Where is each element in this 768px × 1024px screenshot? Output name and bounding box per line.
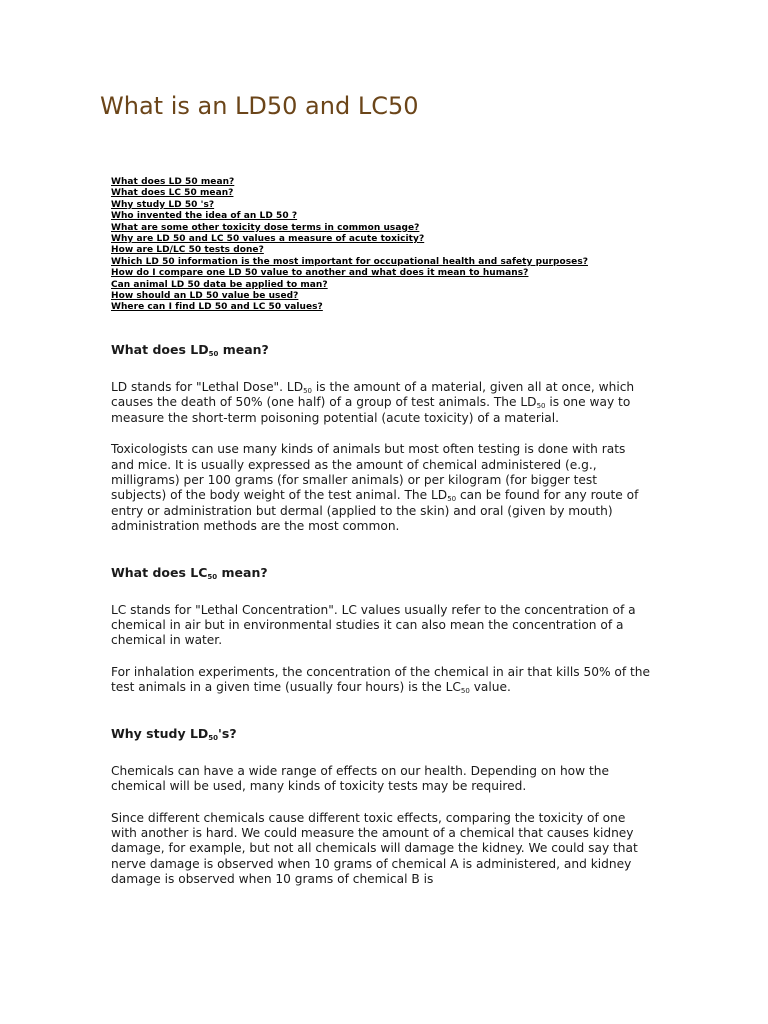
toc-item bbox=[111, 173, 588, 187]
article-body bbox=[111, 338, 651, 888]
paragraph: Toxicologists can use many kinds of animals but most often testing is done with rats and mice. It is usually expressed as the amount of chemical administered (e.g., milligrams) per 100 grams (for smaller animals) or per kilogram (for bigger test subjects) of the body weight of the test animal. The $LD_{50}$ can be found for any route of entry or administration but dermal (applied to the skin) and oral (given by mouth) administration methods are the most common. bbox=[111, 442, 639, 534]
toc-item bbox=[111, 253, 588, 267]
toc-link-applied-to-man[interactable]: Can animal LD 50 data be applied to man? bbox=[111, 279, 328, 290]
toc-link-how-used[interactable]: How should an LD 50 value be used? bbox=[111, 290, 299, 301]
toc-link-occupational[interactable]: Which LD 50 information is the most important for occupational health and safety purposes? bbox=[111, 256, 588, 267]
paragraph: LC stands for "Lethal Concentration". LC values usually refer to the concentration of a chemical in air but in environmental studies it can also mean the concentration of a chemical in water. bbox=[111, 602, 636, 648]
toc-item bbox=[111, 184, 588, 199]
toc-link-ld50-meaning[interactable]: What does LD 50 mean? bbox=[111, 177, 235, 187]
paragraph: Since different chemicals cause different toxic effects, comparing the toxicity of one with another is hard. We could measure the amount of a chemical that causes kidney damage, for example, but not all chemicals will damage the kidney. We could say that nerve damage is observed when 10 grams of chemical A is administered, and kidney damage is observed when 10 grams of chemical B is bbox=[111, 810, 638, 887]
toc-link-why-study[interactable]: Why study LD 50 's? bbox=[111, 199, 215, 210]
section-heading-lc50: What does $LC_{50}$ mean? bbox=[111, 564, 268, 581]
paragraph: LD stands for "Lethal Dose". $LD_{50}$ is the amount of a material, given all at once, which causes the death of 50% (one half) of a group of test animals. The $LD_{50}$ is one way to measure the short-term poisoning potential (acute toxicity) of a material. bbox=[111, 380, 635, 425]
section-heading-why-study: Why study $LD_{50}'s$? bbox=[111, 725, 237, 742]
section-heading-ld50: What does $LD_{50}$ mean? bbox=[111, 342, 269, 358]
toc-item bbox=[111, 287, 588, 301]
paragraph: For inhalation experiments, the concentration of the chemical in air that kills 50% of the test animals in a given time (usually four hours) is the $LC_{50}$ value. bbox=[111, 664, 651, 696]
table-of-contents bbox=[111, 173, 588, 313]
toc-item bbox=[111, 196, 588, 210]
toc-item bbox=[111, 219, 588, 233]
toc-link-compare[interactable]: How do I compare one LD 50 value to another and what does it mean to humans? bbox=[111, 268, 529, 279]
toc-link-acute-toxicity[interactable]: Why are LD 50 and LC 50 values a measure of acute toxicity? bbox=[111, 233, 425, 244]
toc-item bbox=[111, 230, 588, 244]
toc-item bbox=[111, 207, 588, 222]
paragraph: Chemicals can have a wide range of effects on our health. Depending on how the chemical will be used, many kinds of toxicity tests may be required. bbox=[111, 763, 609, 794]
toc-link-other-terms[interactable]: What are some other toxicity dose terms in common usage? bbox=[111, 222, 420, 233]
toc-link-tests-done[interactable]: How are LD/LC 50 tests done? bbox=[111, 245, 264, 256]
toc-link-where-find[interactable]: Where can I find LD 50 and LC 50 values? bbox=[111, 302, 323, 313]
toc-link-lc50-meaning[interactable]: What does LC 50 mean? bbox=[111, 188, 234, 199]
toc-item bbox=[111, 264, 588, 279]
toc-item bbox=[111, 298, 588, 313]
toc-link-who-invented[interactable]: Who invented the idea of an LD 50 ? bbox=[111, 211, 298, 222]
page-title: What is an LD50 and LC50 bbox=[100, 92, 419, 120]
